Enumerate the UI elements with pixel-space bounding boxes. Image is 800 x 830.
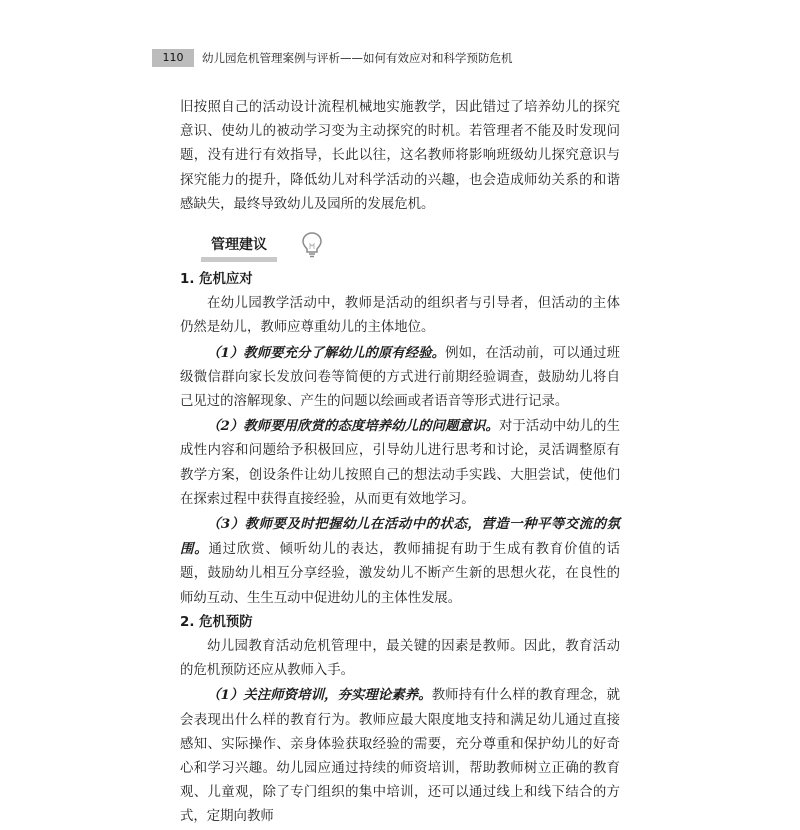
item-body: 例如，在活动前，可以通过班级微信群向家长发放问卷等简便的方式进行前期经验调查，鼓励幼儿将自己见过的溶解现象、产生的问题以绘画或者语音等形式进行记录。 xyxy=(180,345,620,410)
item-lead: （3）教师要及时把握幼儿在活动中的状态，营造一种平等交流的氛围。 xyxy=(180,516,620,558)
item-body: 对于活动中幼儿的生成性内容和问题给予积极回应，引导幼儿进行思考和讨论，灵活调整原有教学方案，创设条件让幼儿按照自己的想法动手实践、大胆尝试，使他们在探索过程中获得直接经验，从而更有效地学习。 xyxy=(180,419,620,507)
page-number: 110 xyxy=(152,49,194,67)
paragraph-intro: 旧按照自己的活动设计流程机械地实施教学，因此错过了培养幼儿的探究意识、使幼儿的被动学习变为主动探究的时机。若管理者不能及时发现问题，没有进行有效指导，长此以往，这名教师将影响班级幼儿探究意识与探究能力的提升，降低幼儿对科学活动的兴趣，也会造成师幼关系的和谐感缺失，最终导致幼儿及园所的发展危机。 xyxy=(180,100,620,212)
list-item-1-3 xyxy=(180,512,620,611)
subsection-title-1: 1. 危机应对 xyxy=(180,272,253,288)
paragraph: 幼儿园教育活动危机管理中，最关键的因素是教师。因此，教育活动的危机预防还应从教师入手。 xyxy=(180,639,620,679)
item-lead: （2）教师要用欣赏的态度培养幼儿的问题意识。 xyxy=(207,418,499,435)
page-body xyxy=(180,96,620,830)
lightbulb-icon xyxy=(301,231,323,259)
item-lead: （1）关注师资培训，夯实理论素养。 xyxy=(207,687,432,704)
item-body: 教师持有什么样的教育理念，就会表现出什么样的教育行为。教师应最大限度地支持和满足幼儿通过直接感知、实际操作、亲身体验获取经验的需要，充分尊重和保护幼儿的好奇心和学习兴趣。幼儿园应通过持续的师资培训，帮助教师树立正确的教育观、儿童观，除了专门组织的集中培训，还可以通过线上和线下结合的方式，定期向教师 xyxy=(180,688,621,825)
list-item-2-1 xyxy=(180,683,620,829)
section-heading xyxy=(201,233,620,259)
paragraph: 在幼儿园教学活动中，教师是活动的组织者与引导者，但活动的主体仍然是幼儿，教师应尊重幼儿的主体地位。 xyxy=(180,296,620,336)
item-body: 通过欣赏、倾听幼儿的表达，教师捕捉有助于生成有教育价值的话题，鼓励幼儿相互分享经验，激发幼儿不断产生新的思想火花，在良性的师幼互动、生生互动中促进幼儿的主体性发展。 xyxy=(180,542,621,606)
subsection-title-2: 2. 危机预防 xyxy=(180,614,253,630)
list-item-1-1 xyxy=(180,341,620,415)
item-lead: （1）教师要充分了解幼儿的原有经验。 xyxy=(207,344,446,361)
list-item-1-2 xyxy=(180,414,620,512)
running-title: 幼儿园危机管理案例与评析——如何有效应对和科学预防危机 xyxy=(202,51,513,65)
section-title: 管理建议 xyxy=(201,233,277,262)
